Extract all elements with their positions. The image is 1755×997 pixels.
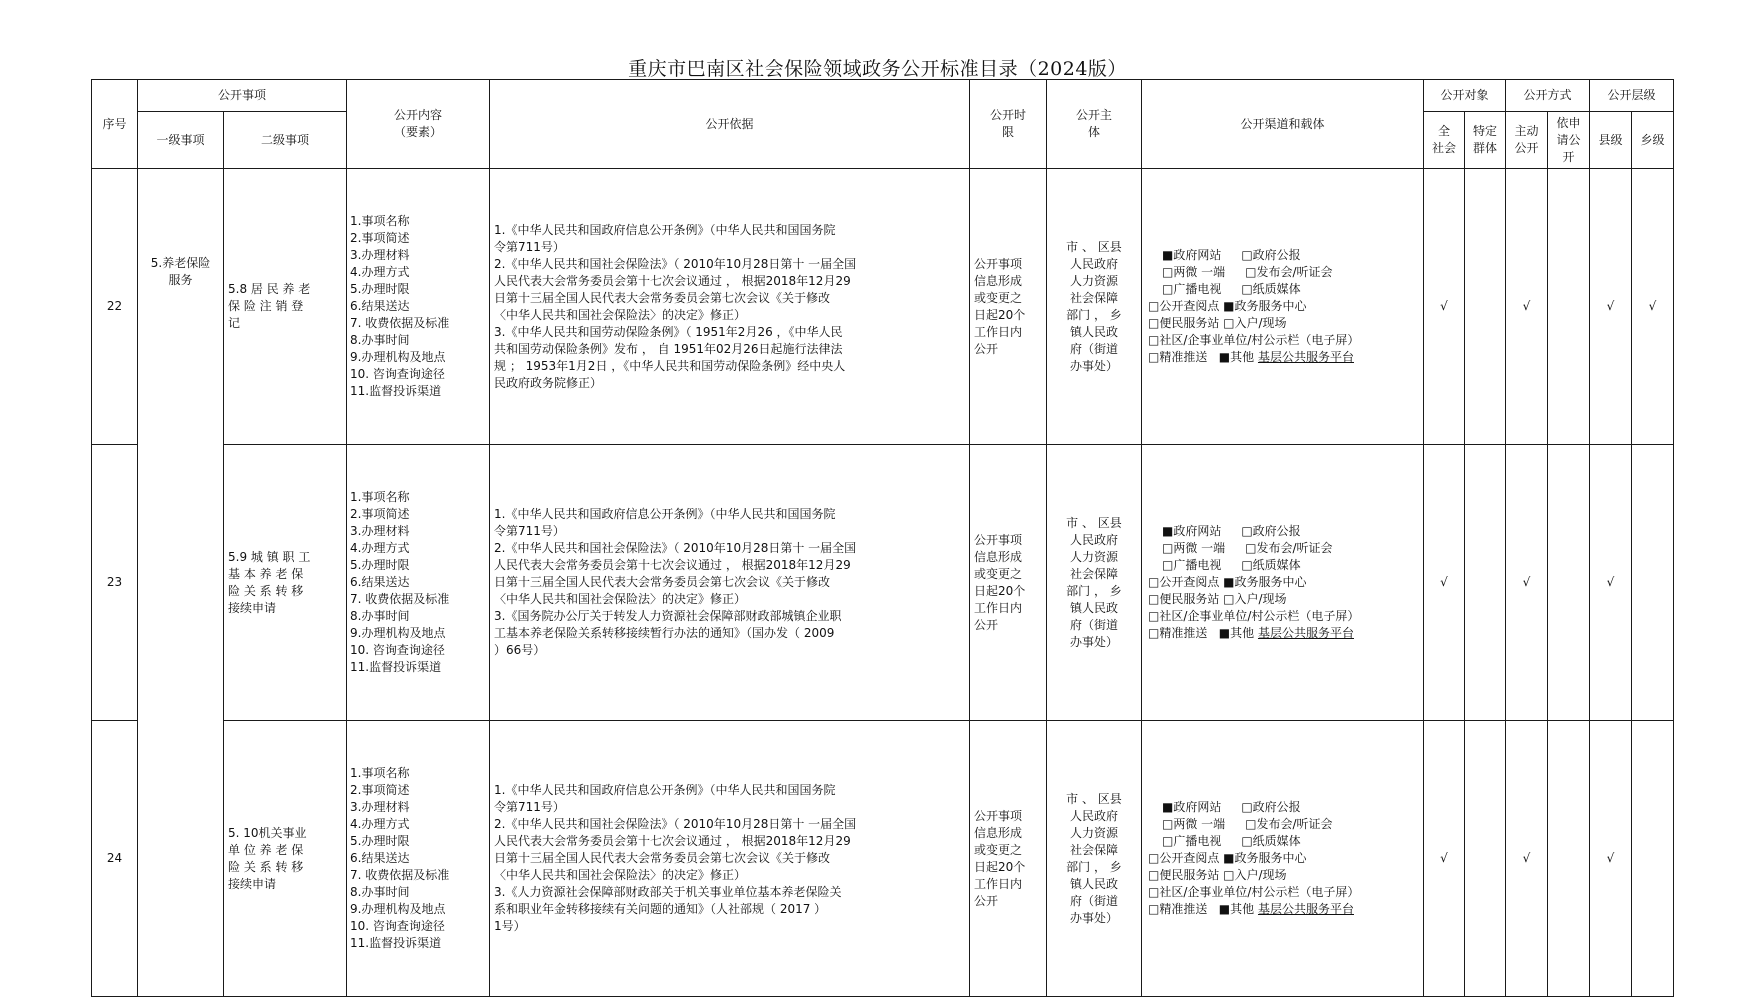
- header-level1: 一级事项: [138, 112, 224, 169]
- content-item: 7. 收费依据及标准: [350, 868, 450, 882]
- content-item: 5.办理时限: [350, 282, 410, 296]
- basis-line: 〈中华人民共和国社会保险法〉的决定》修正）: [494, 307, 747, 322]
- channel-press: □发布会/听证会: [1245, 541, 1333, 555]
- channel-two-micro: □两微 一端: [1162, 817, 1226, 831]
- channel-gov-site: ■政府网站: [1162, 524, 1222, 538]
- check-method-active: √: [1506, 445, 1548, 721]
- content-item: 11.监督投诉渠道: [350, 384, 442, 398]
- content-item: 9.办理机构及地点: [350, 626, 446, 640]
- content-item: 10. 咨询查询途径: [350, 643, 445, 657]
- content-item: 3.办理材料: [350, 524, 410, 538]
- check-level-county: √: [1590, 721, 1632, 997]
- content-item: 6.结果送达: [350, 575, 410, 589]
- channel-gov-site: ■政府网站: [1162, 248, 1222, 262]
- channel-household: □入户/现场: [1223, 592, 1287, 606]
- header-subject: 公开主 体: [1047, 80, 1142, 169]
- content-item: 1.事项名称: [350, 766, 410, 780]
- header-content: 公开内容 （要素）: [347, 80, 490, 169]
- header-target-all: 全 社会: [1424, 112, 1465, 169]
- level2-matter: 5.8 居 民 养 老 保 险 注 销 登 记: [224, 169, 347, 445]
- check-target-all: √: [1424, 169, 1465, 445]
- channel-other-value: 基层公共服务平台: [1257, 350, 1354, 364]
- basis-line: 2.《中华人民共和国社会保险法》（ 2010年10月28日第十 一届全国: [494, 817, 857, 831]
- document-title: 重庆市巴南区社会保险领域政务公开标准目录（2024版）: [628, 58, 1127, 80]
- check-method-apply: [1548, 169, 1590, 445]
- channel-other: ■其他: [1218, 350, 1255, 364]
- basis-line: 1.《中华人民共和国政府信息公开条例》（中华人民共和国国务院: [494, 783, 836, 797]
- row-seq: 22: [92, 169, 138, 445]
- channel-service-center: ■政务服务中心: [1223, 851, 1307, 865]
- basis-line: 人民代表大会常务委员会第十七次会议通过 ， 根据2018年12月29: [494, 834, 851, 848]
- channel-broadcast: □广播电视: [1162, 834, 1222, 848]
- channel-reading-point: □公开查阅点: [1148, 851, 1220, 865]
- header-channels: 公开渠道和载体: [1142, 80, 1424, 169]
- content-item: 4.办理方式: [350, 265, 410, 279]
- channel-two-micro: □两微 一端: [1162, 265, 1226, 279]
- basis-line: 1.《中华人民共和国政府信息公开条例》（中华人民共和国国务院: [494, 507, 836, 521]
- basis-line: 3.《国务院办公厅关于转发人力资源社会保障部财政部城镇企业职: [494, 609, 842, 623]
- content-item: 6.结果送达: [350, 851, 410, 865]
- catalog-table: [91, 79, 1674, 997]
- header-level-group: 公开层级: [1590, 80, 1674, 112]
- content-item: 4.办理方式: [350, 541, 410, 555]
- table-row: [92, 169, 1674, 445]
- content-item: 10. 咨询查询途径: [350, 919, 445, 933]
- content-elements: [347, 169, 490, 445]
- basis-line: 人民代表大会常务委员会第十七次会议通过 ， 根据2018年12月29: [494, 273, 851, 288]
- channel-precise-push: □精准推送: [1148, 902, 1208, 916]
- header-seq: 序号: [92, 80, 138, 169]
- basis-line: 民政府政务院修正）: [494, 375, 603, 390]
- channel-service-center: ■政务服务中心: [1223, 299, 1307, 313]
- public-subject: 市 、 区县 人民政府 人力资源 社会保障 部门 ， 乡 镇人民政 府（街道 办事处）: [1047, 721, 1142, 997]
- basis-cell: [490, 721, 970, 997]
- channel-gov-site: ■政府网站: [1162, 800, 1222, 814]
- content-elements: [347, 721, 490, 997]
- content-item: 5.办理时限: [350, 558, 410, 572]
- check-method-apply: [1548, 721, 1590, 997]
- public-subject: 市 、 区县 人民政府 人力资源 社会保障 部门 ， 乡 镇人民政 府（街道 办事处）: [1047, 169, 1142, 445]
- header-target-specific: 特定 群体: [1465, 112, 1506, 169]
- content-item: 6.结果送达: [350, 299, 410, 313]
- content-item: 10. 咨询查询途径: [350, 367, 445, 381]
- check-level-town: √: [1632, 169, 1674, 445]
- check-target-all: √: [1424, 721, 1465, 997]
- channel-household: □入户/现场: [1223, 868, 1287, 882]
- basis-line: ）66号）: [494, 643, 546, 657]
- content-item: 7. 收费依据及标准: [350, 592, 450, 606]
- channel-print: □纸质媒体: [1241, 282, 1301, 296]
- basis-line: 1号）: [494, 919, 526, 933]
- channels-cell: [1142, 445, 1424, 721]
- basis-line: 令第711号）: [494, 239, 565, 254]
- channel-press: □发布会/听证会: [1245, 265, 1333, 279]
- basis-line: 系和职业年金转移接续有关问题的通知》（人社部规（ 2017 ）: [494, 902, 827, 916]
- basis-line: 2.《中华人民共和国社会保险法》（ 2010年10月28日第十 一届全国: [494, 541, 857, 555]
- level1-matter: 5.养老保险 服务: [138, 169, 224, 997]
- check-method-active: √: [1506, 721, 1548, 997]
- table-row: [92, 445, 1674, 721]
- content-item: 2.事项简述: [350, 231, 410, 245]
- level2-matter: 5. 10机关事业 单 位 养 老 保 险 关 系 转 移 接续申请: [224, 721, 347, 997]
- basis-line: 规 ； 1953年1月2日 ，《中华人民共和国劳动保险条例》经中央人: [494, 358, 846, 373]
- header-method-group: 公开方式: [1506, 80, 1590, 112]
- channel-service-station: □便民服务站: [1148, 868, 1220, 882]
- channel-bulletin: □社区/企事业单位/村公示栏（电子屏）: [1148, 333, 1360, 347]
- header-row-1: [92, 80, 1674, 112]
- content-item: 8.办事时间: [350, 333, 410, 347]
- content-item: 9.办理机构及地点: [350, 350, 446, 364]
- basis-line: 令第711号）: [494, 524, 565, 538]
- check-level-town: [1632, 721, 1674, 997]
- channel-gov-gazette: □政府公报: [1241, 524, 1301, 538]
- basis-line: 令第711号）: [494, 800, 565, 814]
- content-elements: [347, 445, 490, 721]
- check-target-specific: [1465, 721, 1506, 997]
- basis-line: 共和国劳动保险条例》发布 ， 自 1951年02月26日起施行法律法: [494, 341, 843, 356]
- basis-line: 人民代表大会常务委员会第十七次会议通过 ， 根据2018年12月29: [494, 558, 851, 572]
- channel-print: □纸质媒体: [1241, 558, 1301, 572]
- content-item: 1.事项名称: [350, 214, 410, 228]
- content-item: 3.办理材料: [350, 800, 410, 814]
- channels-cell: [1142, 721, 1424, 997]
- check-method-active: √: [1506, 169, 1548, 445]
- check-level-town: [1632, 445, 1674, 721]
- content-item: 4.办理方式: [350, 817, 410, 831]
- basis-line: 3.《中华人民共和国劳动保险条例》（ 1951年2月26 ，《中华人民: [494, 324, 843, 339]
- channel-other: ■其他: [1218, 626, 1255, 640]
- channel-broadcast: □广播电视: [1162, 282, 1222, 296]
- check-target-all: √: [1424, 445, 1465, 721]
- row-seq: 23: [92, 445, 138, 721]
- channel-other-value: 基层公共服务平台: [1257, 626, 1354, 640]
- content-item: 2.事项简述: [350, 507, 410, 521]
- content-item: 7. 收费依据及标准: [350, 316, 450, 330]
- channel-gov-gazette: □政府公报: [1241, 248, 1301, 262]
- channel-bulletin: □社区/企事业单位/村公示栏（电子屏）: [1148, 609, 1360, 623]
- content-item: 2.事项简述: [350, 783, 410, 797]
- check-level-county: √: [1590, 169, 1632, 445]
- channel-other-value: 基层公共服务平台: [1257, 902, 1354, 916]
- header-level-county: 县级: [1590, 112, 1632, 169]
- basis-line: 日第十三届全国人民代表大会常务委员会第七次会议《关于修改: [494, 575, 831, 589]
- content-item: 9.办理机构及地点: [350, 902, 446, 916]
- table-row: [92, 721, 1674, 997]
- time-limit: 公开事项 信息形成 或变更之 日起20个 工作日内 公开: [970, 445, 1047, 721]
- header-target-group: 公开对象: [1424, 80, 1506, 112]
- basis-line: 1.《中华人民共和国政府信息公开条例》（中华人民共和国国务院: [494, 222, 836, 237]
- basis-line: 〈中华人民共和国社会保险法〉的决定》修正）: [494, 868, 747, 882]
- content-item: 8.办事时间: [350, 609, 410, 623]
- header-method-apply: 依申 请公 开: [1548, 112, 1590, 169]
- check-target-specific: [1465, 445, 1506, 721]
- channel-household: □入户/现场: [1223, 316, 1287, 330]
- header-basis: 公开依据: [490, 80, 970, 169]
- channel-gov-gazette: □政府公报: [1241, 800, 1301, 814]
- basis-cell: [490, 445, 970, 721]
- channel-broadcast: □广播电视: [1162, 558, 1222, 572]
- channel-reading-point: □公开查阅点: [1148, 299, 1220, 313]
- basis-line: 3.《人力资源社会保障部财政部关于机关事业单位基本养老保险关: [494, 885, 842, 899]
- basis-cell: [490, 169, 970, 445]
- level2-matter: 5.9 城 镇 职 工 基 本 养 老 保 险 关 系 转 移 接续申请: [224, 445, 347, 721]
- time-limit: 公开事项 信息形成 或变更之 日起20个 工作日内 公开: [970, 169, 1047, 445]
- basis-line: 〈中华人民共和国社会保险法〉的决定》修正）: [494, 592, 747, 606]
- check-level-county: √: [1590, 445, 1632, 721]
- channel-press: □发布会/听证会: [1245, 817, 1333, 831]
- basis-line: 2.《中华人民共和国社会保险法》（ 2010年10月28日第十 一届全国: [494, 256, 857, 271]
- channel-precise-push: □精准推送: [1148, 626, 1208, 640]
- content-item: 5.办理时限: [350, 834, 410, 848]
- public-subject: 市 、 区县 人民政府 人力资源 社会保障 部门 ， 乡 镇人民政 府（街道 办事处）: [1047, 445, 1142, 721]
- row-seq: 24: [92, 721, 138, 997]
- channel-service-center: ■政务服务中心: [1223, 575, 1307, 589]
- channel-two-micro: □两微 一端: [1162, 541, 1226, 555]
- header-time-limit: 公开时 限: [970, 80, 1047, 169]
- header-method-active: 主动 公开: [1506, 112, 1548, 169]
- content-item: 11.监督投诉渠道: [350, 936, 442, 950]
- basis-line: 日第十三届全国人民代表大会常务委员会第七次会议《关于修改: [494, 290, 831, 305]
- channel-reading-point: □公开查阅点: [1148, 575, 1220, 589]
- channel-service-station: □便民服务站: [1148, 316, 1220, 330]
- channel-service-station: □便民服务站: [1148, 592, 1220, 606]
- basis-line: 工基本养老保险关系转移接续暂行办法的通知》（国办发（ 2009: [494, 626, 835, 640]
- check-method-apply: [1548, 445, 1590, 721]
- channel-print: □纸质媒体: [1241, 834, 1301, 848]
- time-limit: 公开事项 信息形成 或变更之 日起20个 工作日内 公开: [970, 721, 1047, 997]
- content-item: 11.监督投诉渠道: [350, 660, 442, 674]
- check-target-specific: [1465, 169, 1506, 445]
- content-item: 8.办事时间: [350, 885, 410, 899]
- header-level2: 二级事项: [224, 112, 347, 169]
- header-level-town: 乡级: [1632, 112, 1674, 169]
- content-item: 1.事项名称: [350, 490, 410, 504]
- basis-line: 日第十三届全国人民代表大会常务委员会第七次会议《关于修改: [494, 851, 831, 865]
- channel-bulletin: □社区/企事业单位/村公示栏（电子屏）: [1148, 885, 1360, 899]
- channel-precise-push: □精准推送: [1148, 350, 1208, 364]
- channels-cell: [1142, 169, 1424, 445]
- channel-other: ■其他: [1218, 902, 1255, 916]
- header-matter-group: 公开事项: [138, 80, 347, 112]
- content-item: 3.办理材料: [350, 248, 410, 262]
